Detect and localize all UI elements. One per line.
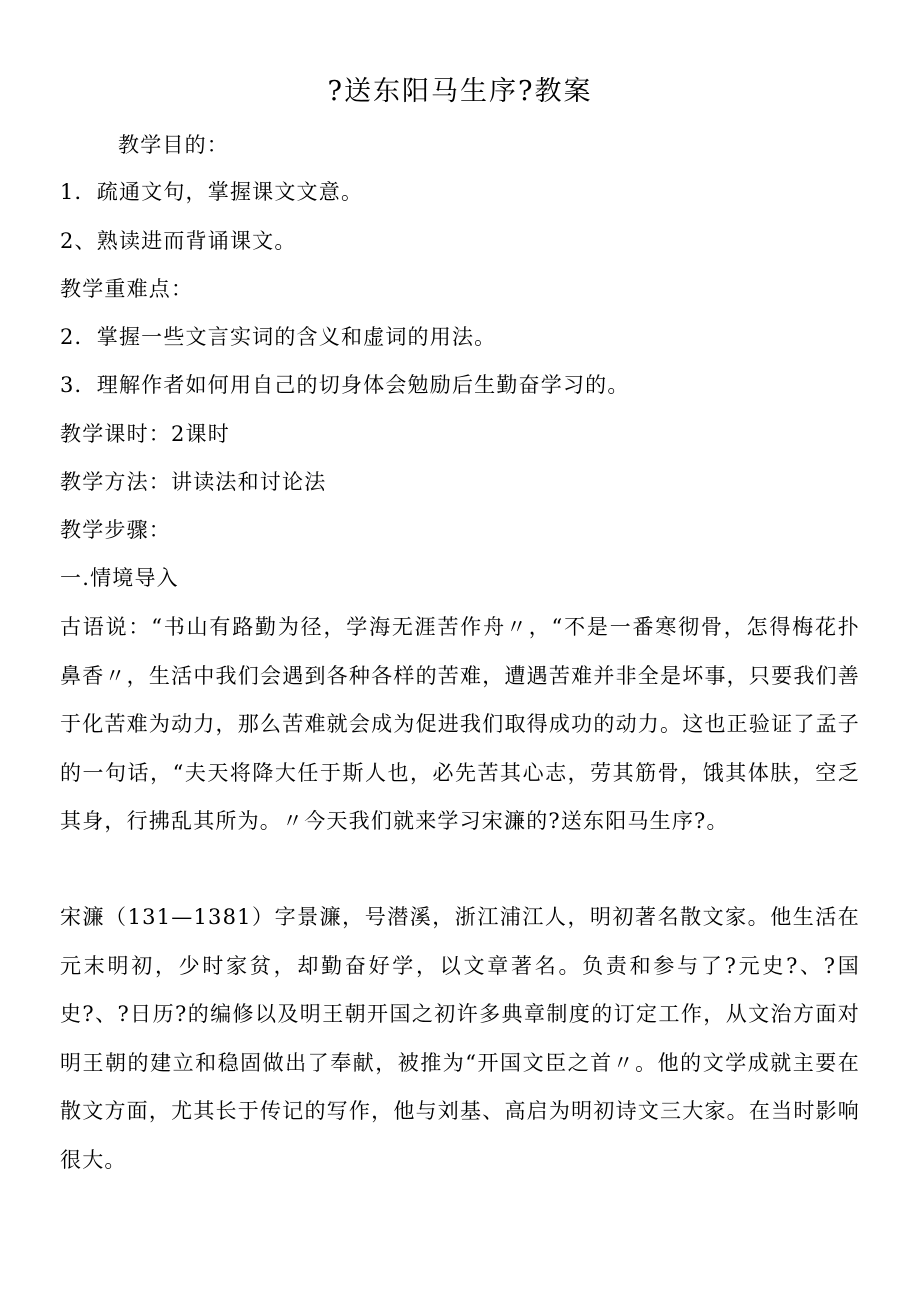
steps-heading: 教学步骤： — [60, 518, 171, 542]
intro-paragraph: 古语说：“书山有路勤为径，学海无涯苦作舟〃，“不是一番寒彻骨，怎得梅花扑鼻香〃，生活中我们会遇到各种各样的苦难，遭遇苦难并非全是坏事，只要我们善于化苦难为动力，那么苦难就会成为促进我们取得成功的动力。这也正验证了孟子的一句话，“夫天将降大任于斯人也，必先苦其心志，劳其筋骨，饿其体肤，空乏其身，行拂乱其所为。〃今天我们就来学习宋濂的?送东阳马生序?。 — [60, 615, 860, 833]
document-title: ?送东阳马生序?教案 — [327, 76, 593, 107]
objective-1: 1．疏通文句，掌握课文文意。 — [60, 180, 364, 204]
key-point-2: 2．掌握一些文言实词的含义和虚词的用法。 — [60, 325, 497, 349]
key-point-3: 3．理解作者如何用自己的切身体会勉励后生勤奋学习的。 — [60, 373, 630, 397]
objective-2: 2、熟读进而背诵课文。 — [60, 229, 297, 253]
objectives-heading: 教学目的： — [118, 133, 229, 157]
author-paragraph: 宋濂（131—1381）字景濂，号潜溪，浙江浦江人，明初著名散文家。他生活在元末明初，少时家贫，却勤奋好学，以文章著名。负责和参与了?元史?、?国史?、?日历?的编修以及明王朝开国之初许多典章制度的订定工作，从文治方面对明王朝的建立和稳固做出了奉献，被推为“开国文臣之首〃。他的文学成就主要在散文方面，尤其长于传记的写作，他与刘基、高启为明初诗文三大家。在当时影响很大。 — [60, 905, 860, 1172]
class-hours: 教学课时：2课时 — [60, 422, 230, 446]
key-points-heading: 教学重难点： — [60, 277, 194, 301]
step-1-heading: 一.情境导入 — [60, 566, 179, 590]
teaching-methods: 教学方法：讲读法和讨论法 — [60, 470, 327, 494]
